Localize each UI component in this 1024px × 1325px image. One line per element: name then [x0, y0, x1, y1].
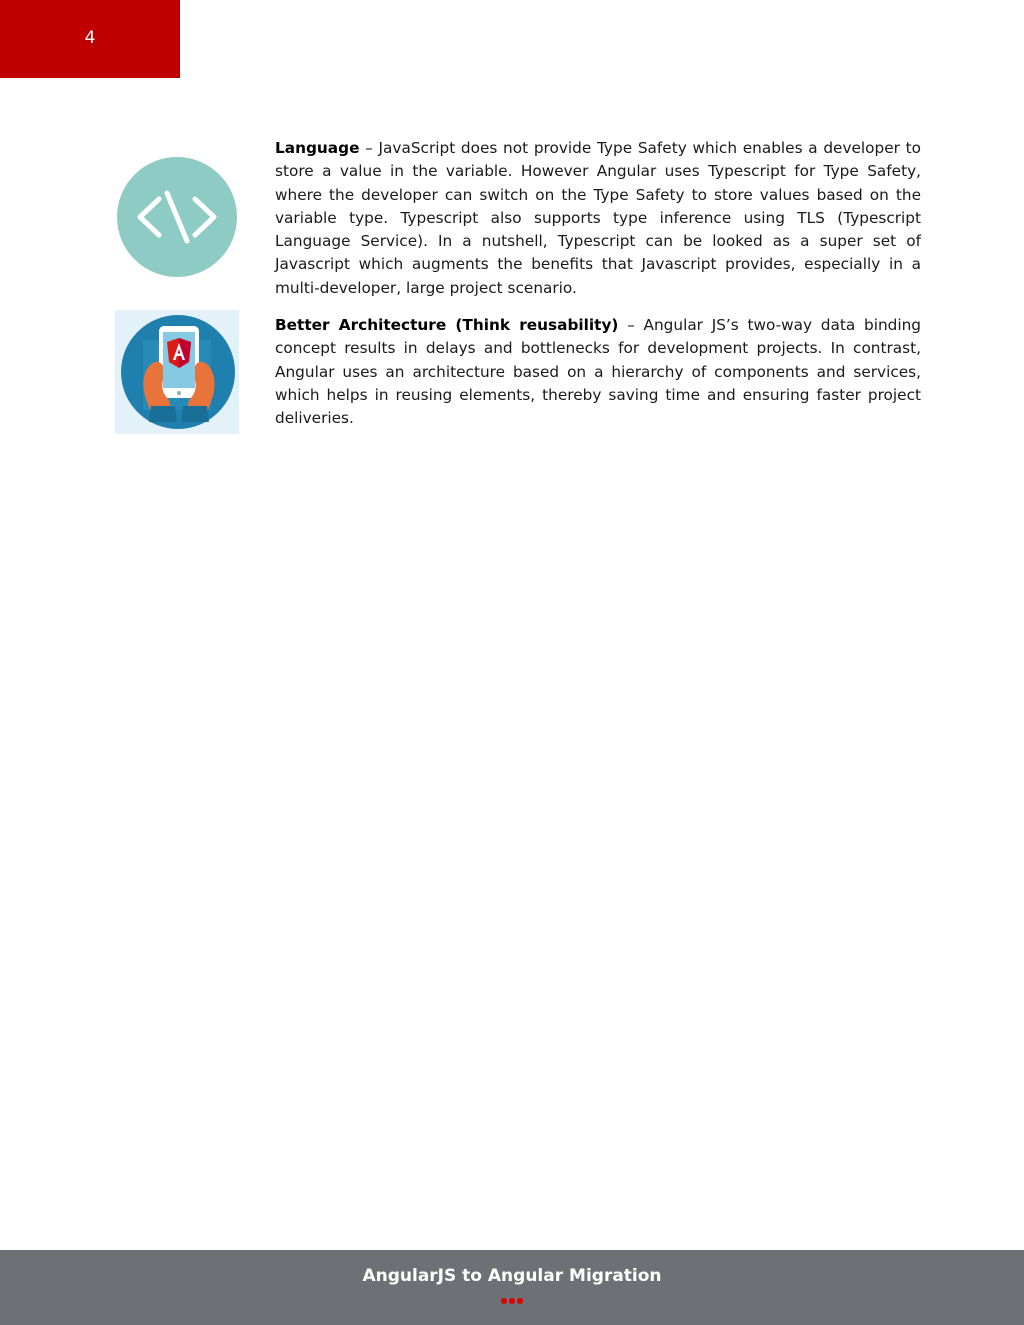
language-paragraph [275, 137, 921, 300]
page-number-tab [0, 0, 180, 78]
language-heading: Language [275, 139, 360, 157]
language-body: – JavaScript does not provide Type Safety which enables a developer to store a value in the variable. However Angular uses Typescript for Type Safety, where the developer can switch on the Type Safety to store values based on the variable type. Typescript also supports type inference using TLS (Typescript Language Service). In a nutshell, Typescript can be looked as a super set of Javascript which augments the benefits that Javascript provides, especially in a multi-developer, large project scenario. [275, 139, 921, 297]
architecture-heading: Better Architecture (Think reusability) [275, 316, 619, 334]
code-brackets-icon [115, 155, 239, 279]
architecture-body: – Angular JS’s two-way data binding concept results in delays and bottlenecks for development projects. In contrast, Angular uses an architecture based on a hierarchy of components and services, which helps in reusing elements, thereby saving time and ensuring faster project deliveries. [275, 316, 921, 428]
footer [0, 1250, 1024, 1325]
ellipsis-dots-icon [500, 1297, 524, 1305]
page-number: 4 [84, 28, 96, 48]
footer-title: AngularJS to Angular Migration [362, 1266, 662, 1286]
architecture-paragraph [275, 314, 921, 430]
angular-tablet-hands-icon [115, 310, 239, 434]
